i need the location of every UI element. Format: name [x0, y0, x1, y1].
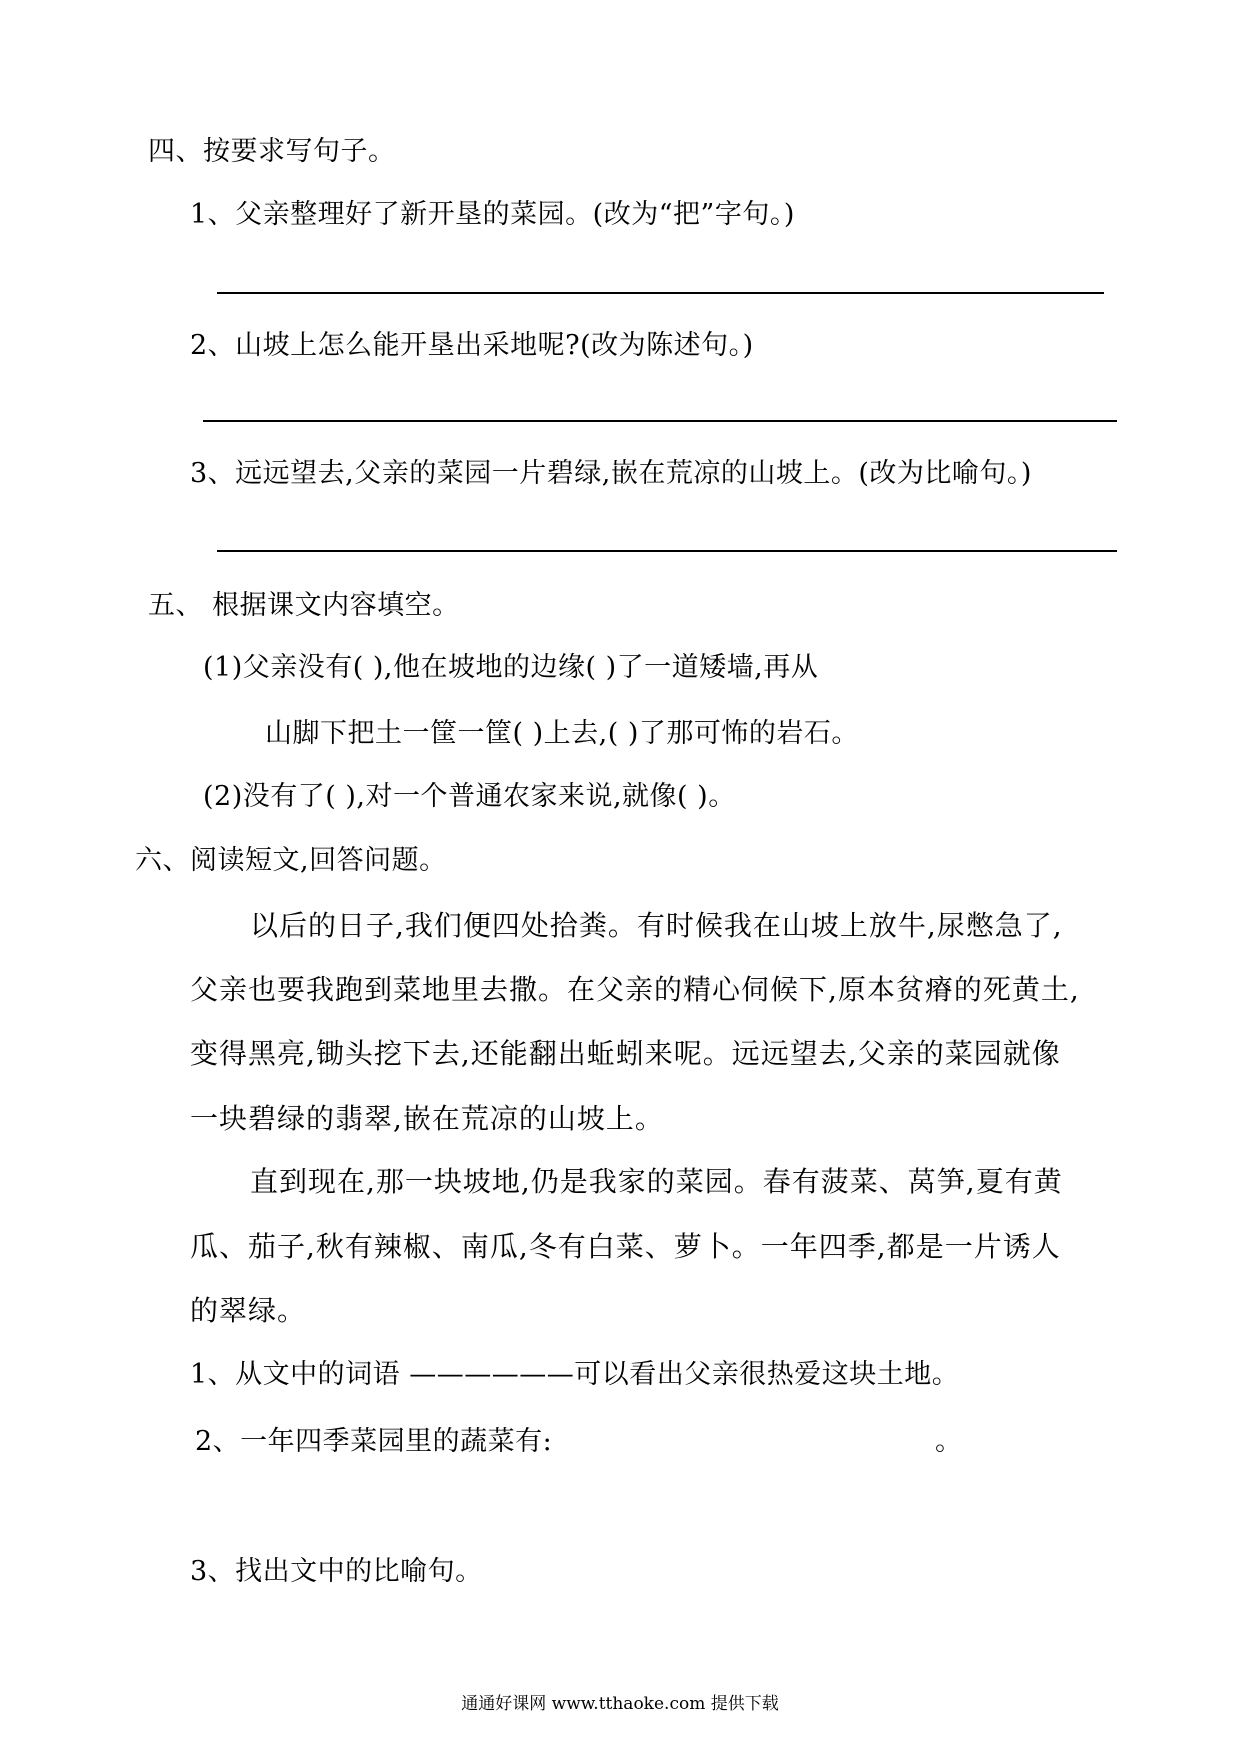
answer-line-3[interactable] [217, 550, 1117, 552]
passage-line: 以后的日子,我们便四处拾粪。有时候我在山坡上放牛,尿憋急了, [250, 909, 1063, 942]
reading-question-2: 2、一年四季菜园里的蔬菜有: [195, 1426, 553, 1457]
section4-question-1: 1、父亲整理好了新开垦的菜园。(改为“把”字句。) [190, 199, 795, 230]
fill-blank-1-line-2: 山脚下把土一筐一筐( )上去,( )了那可怖的岩石。 [265, 718, 859, 749]
answer-line-1[interactable] [217, 292, 1104, 294]
fill-blank-1-line-1: (1)父亲没有( ),他在坡地的边缘( )了一道矮墙,再从 [203, 652, 819, 683]
section5-title: 五、 根据课文内容填空。 [148, 590, 460, 621]
passage-line: 父亲也要我跑到菜地里去撒。在父亲的精心伺候下,原本贫瘠的死黄土, [190, 973, 1080, 1006]
section6-title: 六、阅读短文,回答问题。 [135, 845, 447, 876]
page-footer: 通通好课网 www.tthaoke.com 提供下载 [461, 1694, 779, 1714]
section4-question-3: 3、远远望去,父亲的菜园一片碧绿,嵌在荒凉的山坡上。(改为比喻句。) [190, 458, 1032, 489]
reading-question-2-end: 。 [935, 1426, 963, 1457]
section4-title: 四、按要求写句子。 [148, 136, 396, 167]
passage-line: 一块碧绿的翡翠,嵌在荒凉的山坡上。 [190, 1102, 664, 1135]
passage-line: 直到现在,那一块坡地,仍是我家的菜园。春有菠菜、莴笋,夏有黄 [250, 1165, 1063, 1198]
reading-question-3: 3、找出文中的比喻句。 [190, 1556, 483, 1587]
answer-line-2[interactable] [203, 420, 1117, 422]
fill-blank-2: (2)没有了( ),对一个普通农家来说,就像( )。 [203, 781, 736, 812]
reading-question-1: 1、从文中的词语 ——————可以看出父亲很热爱这块土地。 [190, 1359, 960, 1390]
passage-line: 瓜、茄子,秋有辣椒、南瓜,冬有白菜、萝卜。一年四季,都是一片诱人 [190, 1230, 1061, 1263]
passage-line: 的翠绿。 [190, 1294, 307, 1327]
passage-line: 变得黑亮,锄头挖下去,还能翻出蚯蚓来呢。远远望去,父亲的菜园就像 [190, 1037, 1061, 1070]
section4-question-2: 2、山坡上怎么能开垦出采地呢?(改为陈述句。) [190, 330, 754, 361]
